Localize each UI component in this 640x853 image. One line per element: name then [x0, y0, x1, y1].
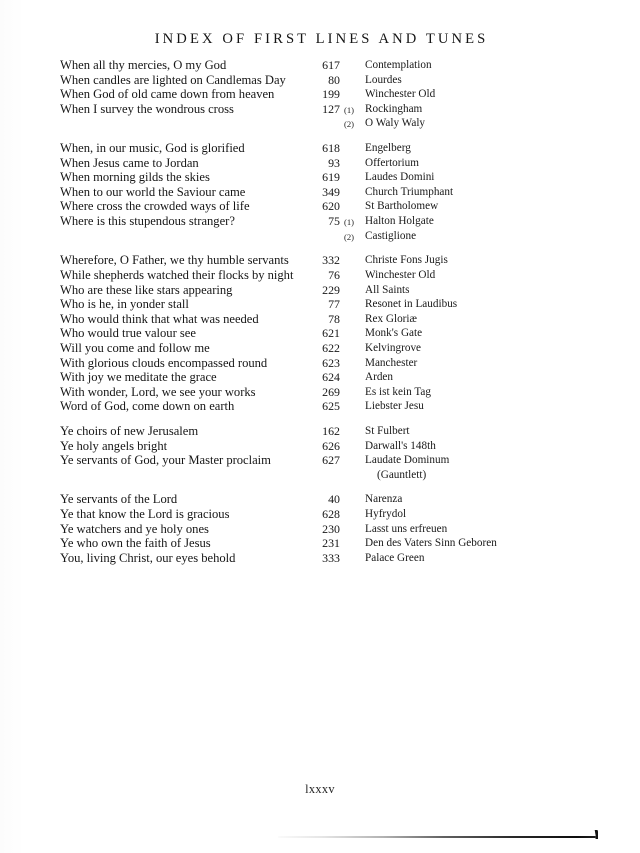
- index-entry-row: [0, 507, 640, 522]
- tune-name: Es ist kein Tag: [365, 385, 431, 398]
- hymn-first-line: Ye watchers and ye holy ones: [60, 521, 209, 536]
- tune-name: Kelvingrove: [365, 341, 422, 354]
- tune-name: Castiglione: [365, 229, 417, 242]
- tune-name: Narenza: [365, 493, 403, 506]
- index-entry-row: [0, 399, 640, 414]
- hymn-number: 78: [328, 311, 340, 326]
- hymn-number: 626: [322, 438, 340, 453]
- index-group: [0, 58, 640, 131]
- hymn-first-line: Where cross the crowded ways of life: [60, 199, 250, 214]
- tune-name: Laudes Domini: [365, 171, 435, 184]
- index-entry-row: [0, 141, 640, 156]
- tune-name: St Fulbert: [365, 425, 410, 438]
- tune-name: Laudate Dominum: [365, 454, 450, 467]
- hymn-first-line: When morning gilds the skies: [60, 170, 210, 185]
- tune-name: Monk's Gate: [365, 327, 423, 340]
- index-entry-row: [0, 385, 640, 400]
- tune-name: Offertorium: [365, 156, 419, 169]
- index-entry-row: [0, 185, 640, 200]
- index-group: [0, 424, 640, 482]
- hymn-first-line: Who are these like stars appearing: [60, 282, 233, 297]
- tune-name: Palace Green: [365, 551, 425, 564]
- index-entry-row: [0, 297, 640, 312]
- hymn-first-line: Will you come and follow me: [60, 340, 210, 355]
- index-entry-row: [0, 87, 640, 102]
- hymn-first-line: When, in our music, God is glorified: [60, 141, 245, 156]
- index-entry-row: [0, 156, 640, 171]
- hymn-first-line: With wonder, Lord, we see your works: [60, 384, 256, 399]
- hymn-number: 622: [322, 340, 340, 355]
- tune-name: Den des Vaters Sinn Geboren: [365, 537, 497, 550]
- index-group: [0, 492, 640, 565]
- hymn-first-line: Ye that know the Lord is gracious: [60, 507, 230, 522]
- tune-name: Lourdes: [365, 73, 402, 86]
- page-title: INDEX OF FIRST LINES AND TUNES: [154, 31, 489, 47]
- hymn-number: 80: [328, 72, 340, 87]
- index-entry-row: [0, 102, 640, 117]
- hymn-first-line: Who would think that what was needed: [60, 311, 259, 326]
- index-entry-row: [0, 58, 640, 73]
- index-entry-row: [0, 268, 640, 283]
- tune-name: Arden: [365, 371, 394, 384]
- hymn-first-line: When to our world the Saviour came: [60, 184, 246, 199]
- hymn-first-line: While shepherds watched their flocks by night: [60, 267, 294, 282]
- tune-name: Winchester Old: [365, 88, 436, 101]
- tune-name: Rockingham: [365, 102, 423, 115]
- tune-name: Resonet in Laudibus: [365, 298, 458, 311]
- index-entry-row: [0, 326, 640, 341]
- tune-name: Hyfrydol: [365, 508, 407, 521]
- index-entry-list: [0, 58, 640, 566]
- hymn-first-line: Word of God, come down on earth: [60, 399, 235, 414]
- index-entry-row: [0, 341, 640, 356]
- hymn-number: 230: [322, 521, 340, 536]
- index-entry-row: [0, 468, 640, 483]
- hymn-number: 618: [322, 141, 340, 156]
- tune-variant-index: (1): [344, 217, 355, 228]
- hymn-number: 75: [328, 214, 340, 229]
- hymn-number: 162: [322, 424, 340, 439]
- hymn-number: 624: [322, 370, 340, 385]
- hymn-first-line: With glorious clouds encompassed round: [60, 355, 268, 370]
- tune-name: Christe Fons Jugis: [365, 254, 448, 267]
- index-entry-row: [0, 170, 640, 185]
- index-entry-row: [0, 312, 640, 327]
- tune-name: Halton Holgate: [365, 215, 434, 228]
- index-entry-row: [0, 536, 640, 551]
- hymn-number: 628: [322, 507, 340, 522]
- hymn-first-line: You, living Christ, our eyes behold: [60, 550, 236, 565]
- index-group: [0, 141, 640, 243]
- index-entry-row: [0, 439, 640, 454]
- hymn-first-line: Who is he, in yonder stall: [60, 297, 189, 312]
- index-entry-row: [0, 551, 640, 566]
- index-entry-row: [0, 283, 640, 298]
- tune-name: Manchester: [365, 356, 418, 369]
- hymn-number: 199: [322, 87, 340, 102]
- hymn-first-line: When Jesus came to Jordan: [60, 155, 199, 170]
- hymn-number: 40: [328, 492, 340, 507]
- hymn-first-line: When I survey the wondrous cross: [60, 101, 234, 116]
- page-curl-corner: [584, 830, 598, 839]
- index-group: [0, 253, 640, 414]
- hymn-number: 625: [322, 399, 340, 414]
- hymn-first-line: Wherefore, O Father, we thy humble servants: [60, 253, 289, 268]
- hymn-first-line: Ye who own the faith of Jesus: [60, 536, 211, 551]
- hymn-number: 627: [322, 453, 340, 468]
- hymn-number: 617: [322, 58, 340, 72]
- page-curl-shadow: [278, 836, 596, 838]
- tune-name: Rex Gloriæ: [365, 312, 417, 325]
- tune-name: Church Triumphant: [365, 185, 454, 198]
- hymn-number: 77: [328, 297, 340, 312]
- hymn-first-line: With joy we meditate the grace: [60, 370, 217, 385]
- hymn-first-line: Ye choirs of new Jerusalem: [60, 424, 199, 439]
- hymn-number: 93: [328, 155, 340, 170]
- index-entry-row: [0, 522, 640, 537]
- tune-name: Engelberg: [365, 142, 411, 155]
- hymn-number: 333: [322, 550, 340, 565]
- hymn-number: 231: [322, 536, 340, 551]
- index-entry-row: [0, 116, 640, 131]
- hymn-first-line: When candles are lighted on Candlemas Day: [60, 72, 286, 87]
- hymn-first-line: Ye servants of God, your Master proclaim: [60, 453, 271, 468]
- index-entry-row: [0, 253, 640, 268]
- tune-variant-index: (2): [344, 231, 355, 242]
- tune-name: Lasst uns erfreuen: [365, 522, 448, 535]
- hymn-number: 619: [322, 170, 340, 185]
- hymn-number: 620: [322, 199, 340, 214]
- hymn-number: 269: [322, 384, 340, 399]
- tune-name-continuation: (Gauntlett): [377, 468, 427, 481]
- hymn-number: 623: [322, 355, 340, 370]
- index-entry-row: [0, 424, 640, 439]
- hymn-number: 229: [322, 282, 340, 297]
- hymn-number: 332: [322, 253, 340, 268]
- tune-name: St Bartholomew: [365, 200, 439, 213]
- folio-page-number: lxxxv: [305, 782, 335, 796]
- tune-variant-index: (2): [344, 119, 355, 130]
- index-entry-row: [0, 356, 640, 371]
- tune-name: Darwall's 148th: [365, 439, 436, 452]
- index-entry-row: [0, 199, 640, 214]
- index-entry-row: [0, 229, 640, 244]
- hymn-first-line: Ye holy angels bright: [60, 438, 168, 453]
- tune-name: Contemplation: [365, 59, 432, 71]
- hymn-number: 621: [322, 326, 340, 341]
- tune-name: All Saints: [365, 283, 410, 296]
- index-entry-row: [0, 73, 640, 88]
- hymn-first-line: When all thy mercies, O my God: [60, 58, 227, 72]
- hymn-first-line: Ye servants of the Lord: [60, 492, 178, 507]
- hymn-number: 76: [328, 267, 340, 282]
- hymn-number: 349: [322, 184, 340, 199]
- hymn-first-line: Who would true valour see: [60, 326, 196, 341]
- hymn-number: 127: [322, 101, 340, 116]
- hymn-first-line: Where is this stupendous stranger?: [60, 214, 235, 229]
- index-entry-row: [0, 370, 640, 385]
- tune-name: Winchester Old: [365, 268, 436, 281]
- hymn-first-line: When God of old came down from heaven: [60, 87, 275, 102]
- tune-name: Liebster Jesu: [365, 400, 424, 413]
- index-entry-row: [0, 214, 640, 229]
- tune-name: O Waly Waly: [365, 117, 426, 130]
- index-entry-row: [0, 453, 640, 468]
- tune-variant-index: (1): [344, 104, 355, 115]
- index-entry-row: [0, 492, 640, 507]
